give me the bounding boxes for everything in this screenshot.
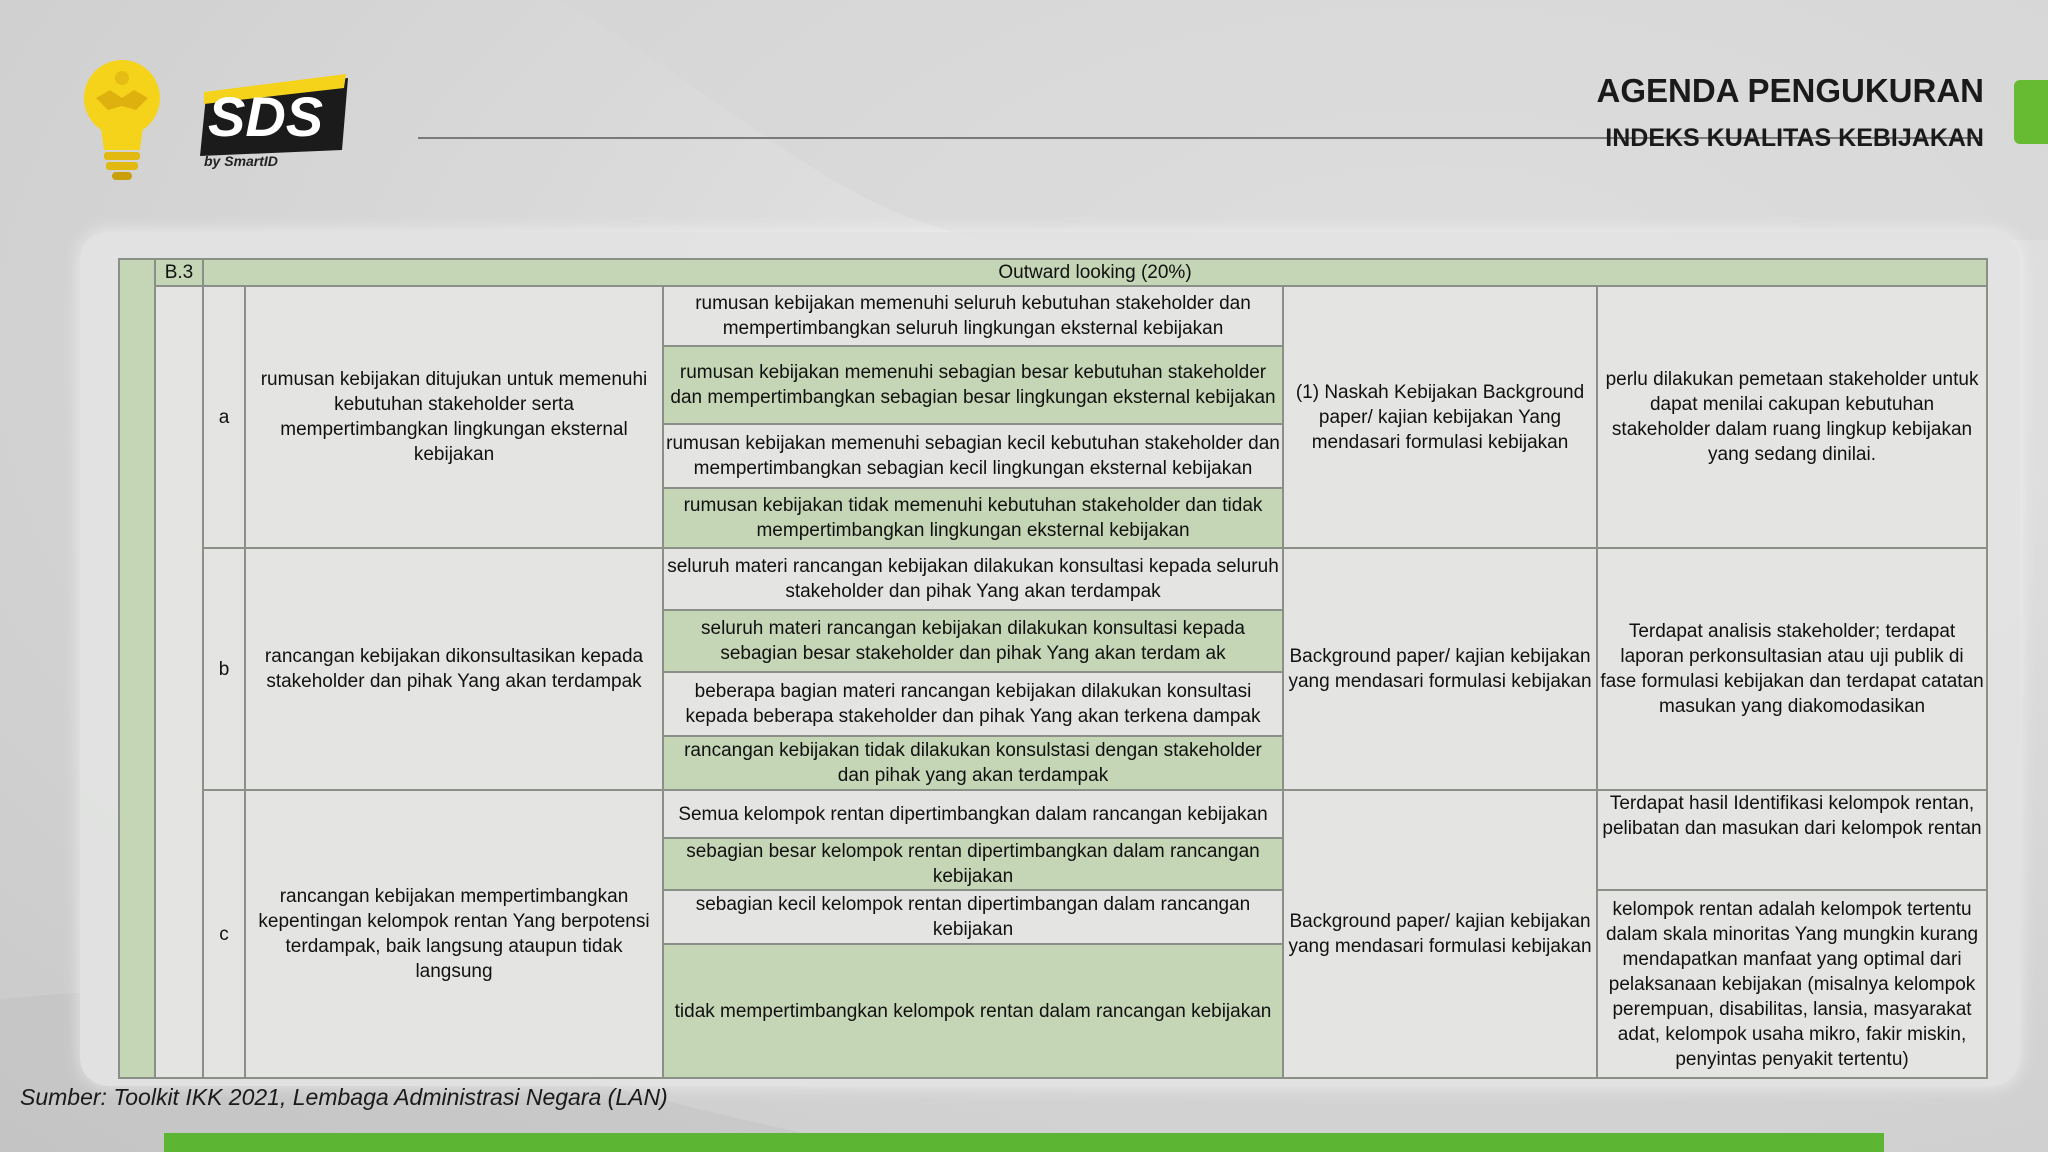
page-subtitle: INDEKS KUALITAS KEBIJAKAN	[1605, 124, 1984, 152]
notes-extra-cell: kelompok rentan adalah kelompok tertentu dalam skala minoritas Yang mungkin kurang mendapatkan manfaat yang optimal dari pelaksanaan kebijakan (misalnya kelompok perempuan, disabilitas, lansia, masyarakat adat, kelompok usaha mikro, fakir miskin, penyintas penyakit tertentu)	[1597, 890, 1987, 1078]
ikk-table	[118, 258, 1988, 1079]
level-cell: rumusan kebijakan memenuhi seluruh kebutuhan stakeholder dan mempertimbangkan seluruh lingkungan eksternal kebijakan	[663, 286, 1283, 346]
level-cell: rumusan kebijakan tidak memenuhi kebutuhan stakeholder dan tidak mempertimbangkan lingkungan eksternal kebijakan	[663, 488, 1283, 548]
lightbulb-handshake-icon	[82, 58, 162, 182]
logo-text: SDS	[208, 85, 324, 148]
header-accent-tab	[2014, 80, 2048, 144]
level-cell: sebagian besar kelompok rentan dipertimbangkan dalam rancangan kebijakan	[663, 838, 1283, 890]
criterion-cell: rumusan kebijakan ditujukan untuk memenuhi kebutuhan stakeholder serta mempertimbangkan lingkungan eksternal kebijakan	[245, 286, 663, 548]
table-row	[119, 286, 1987, 346]
footer-accent-bar	[164, 1133, 1884, 1152]
evidence-cell: (1) Naskah Kebijakan Background paper/ kajian kebijakan Yang mendasari formulasi kebijakan	[1283, 286, 1597, 548]
criterion-cell: rancangan kebijakan dikonsultasikan kepada stakeholder dan pihak Yang akan terdampak	[245, 548, 663, 790]
section-code: B.3	[155, 259, 203, 286]
notes-cell: perlu dilakukan pemetaan stakeholder untuk dapat menilai cakupan kebutuhan stakeholder dalam ruang lingkup kebijakan yang sedang dinilai.	[1597, 286, 1987, 548]
evidence-cell: Background paper/ kajian kebijakan yang mendasari formulasi kebijakan	[1283, 548, 1597, 790]
level-cell: sebagian kecil kelompok rentan dipertimbangan dalam rancangan kebijakan	[663, 890, 1283, 944]
level-cell: rancangan kebijakan tidak dilakukan konsulstasi dengan stakeholder dan pihak yang akan terdampak	[663, 736, 1283, 790]
level-cell: tidak mempertimbangkan kelompok rentan dalam rancangan kebijakan	[663, 944, 1283, 1078]
level-cell: rumusan kebijakan memenuhi sebagian kecil kebutuhan stakeholder dan mempertimbangkan sebagian kecil lingkungan eksternal kebijakan	[663, 424, 1283, 488]
level-cell: beberapa bagian materi rancangan kebijakan dilakukan konsultasi kepada beberapa stakeholder dan pihak Yang akan terkena dampak	[663, 672, 1283, 736]
level-cell: seluruh materi rancangan kebijakan dilakukan konsultasi kepada sebagian besar stakeholder dan pihak Yang akan terdam ak	[663, 610, 1283, 672]
table-row	[119, 548, 1987, 610]
evidence-cell: Background paper/ kajian kebijakan yang mendasari formulasi kebijakan	[1283, 790, 1597, 1078]
notes-cell: Terdapat analisis stakeholder; terdapat laporan perkonsultasian atau uji publik di fase formulasi kebijakan dan terdapat catatan masukan yang diakomodasikan	[1597, 548, 1987, 790]
logo-tagline: by SmartID	[204, 153, 278, 169]
level-cell: seluruh materi rancangan kebijakan dilakukan konsultasi kepada seluruh stakeholder dan pihak Yang akan terdampak	[663, 548, 1283, 610]
notes-cell: Terdapat hasil Identifikasi kelompok rentan, pelibatan dan masukan dari kelompok rentan	[1597, 790, 1987, 890]
section-blank-cell	[155, 286, 203, 1078]
left-margin-cell	[119, 259, 155, 1078]
section-title: Outward looking (20%)	[203, 259, 1987, 286]
table-row	[119, 790, 1987, 838]
level-cell: Semua kelompok rentan dipertimbangkan dalam rancangan kebijakan	[663, 790, 1283, 838]
page-title: AGENDA PENGUKURAN	[1596, 72, 1984, 109]
level-cell: rumusan kebijakan memenuhi sebagian besar kebutuhan stakeholder dan mempertimbangkan sebagian besar lingkungan eksternal kebijakan	[663, 346, 1283, 424]
criterion-cell: rancangan kebijakan mempertimbangkan kepentingan kelompok rentan Yang berpotensi terdampak, baik langsung ataupun tidak langsung	[245, 790, 663, 1078]
source-caption: Sumber: Toolkit IKK 2021, Lembaga Administrasi Negara (LAN)	[20, 1084, 668, 1110]
row-letter: b	[203, 548, 245, 790]
section-header-row	[119, 259, 1987, 286]
row-letter: a	[203, 286, 245, 548]
sds-logo	[196, 74, 352, 170]
row-letter: c	[203, 790, 245, 1078]
